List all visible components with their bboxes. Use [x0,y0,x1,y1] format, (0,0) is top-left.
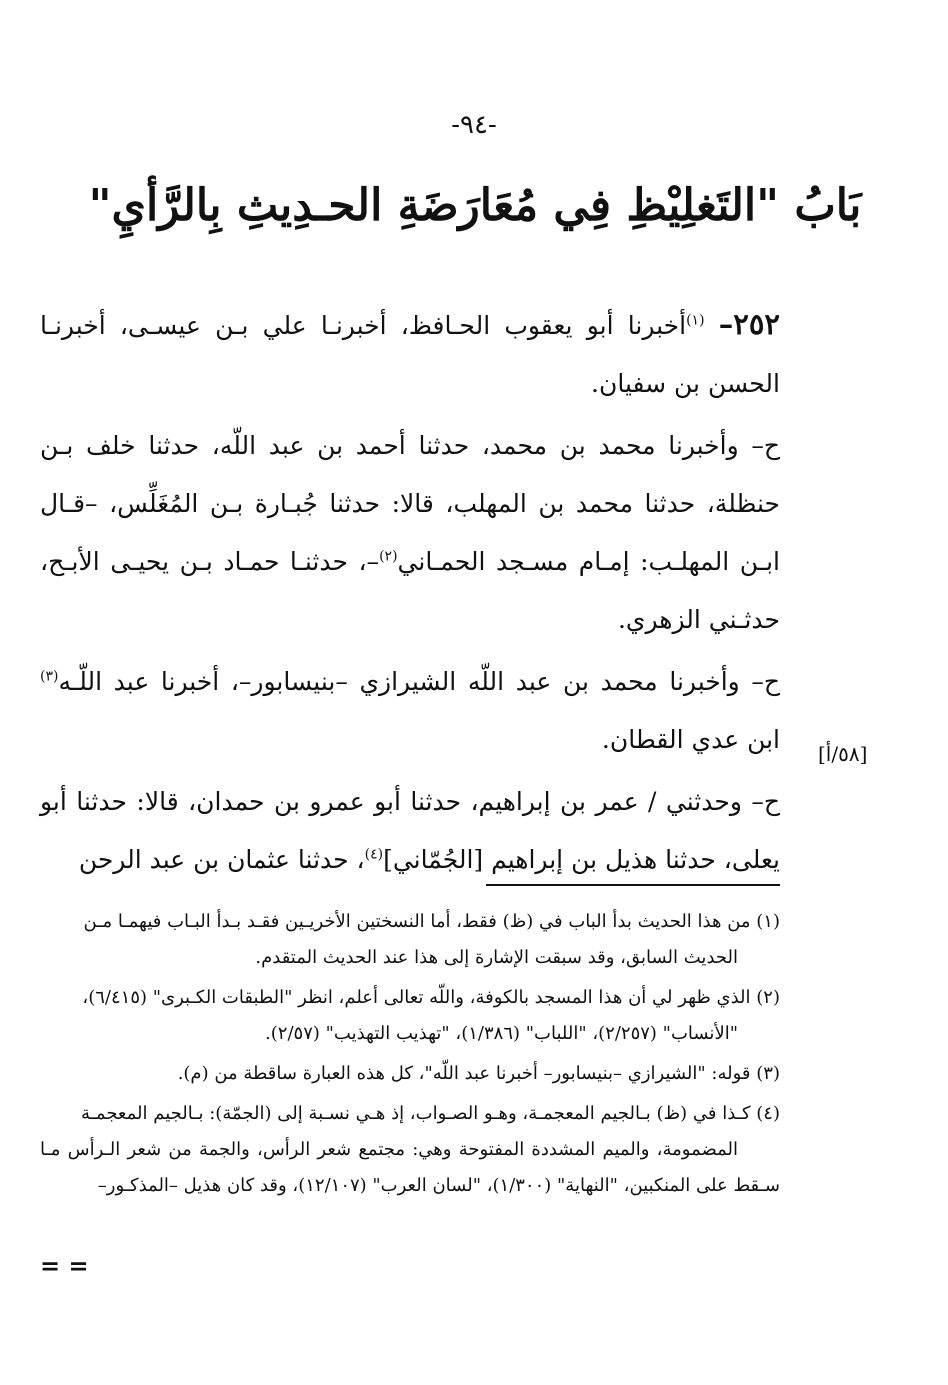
hadith-number: ٢٥٢– [718,307,780,341]
footnote-marker: (٤) [756,1103,780,1124]
isnad-text: ، حدثنا عثمان بن عبد الرحن [78,845,365,874]
hadith-paragraph [40,295,780,413]
footnote-marker: (٣) [756,1063,780,1084]
footnotes [40,904,780,1208]
footnote [40,1056,780,1092]
manuscript-folio-marker: [٥٨/أ] [818,742,868,766]
footnote-text: المضمومة، والميم المشددة المفتوحة وهي: مجتمع شعر الرأس، والجمة من شعر الـرأس مـا سـقط على المنكبين، "النهاية" (١/٣٠٠)، "لسان العرب" (١٢/١٠٧)، وقد كان هذيل –المذكـور– [40,1139,780,1196]
footnote [40,980,780,1052]
isnad-text: ح– وأخبرنا محمد بن محمد، حدثنا أحمد بن عبد اللّه، حدثنا خلف بـن حنظلة، حدثنا محمد بن المهلب، قالا: حدثنا جُبـارة بـن المُغَلِّس، –قـال ابـن المهلـب: إمـام مسـجد الحمـاني [40,431,780,576]
isnad-text: ابن عدي القطان. [601,725,780,754]
isnad-text: –، حدثنـا حمـاد بـن يحيـى الأبـح، حدثـني الزهري. [40,547,780,634]
footnote-text: الحديث السابق، وقد سبقت الإشارة إلى هذا عند الحديث المتقدم. [255,947,738,968]
isnad-text: ح– وحدثني / عمر بن إبراهيم، حدثنا أبو عمرو بن حمدان، قالا: حدثنا أبو يعلى، حدثنا هذيل بن إبراهيم [الجُمّاني] [40,787,780,874]
page-number: -٩٤- [451,110,497,140]
isnad-text: أخبرنا أبو يعقوب الحـافظ، أخبرنـا علي بـن عيسـى، أخبرنـا الحسن بن سفيان. [40,311,780,398]
continuation-mark: = = [40,1251,89,1280]
footnote [40,904,780,976]
footnote-text: من هذا الحديث بدأ الباب في (ظ) فقط، أما النسختين الأخريـين فقـد بـدأ البـاب فيهمـا مـن [83,911,751,932]
footnote-marker: (٢) [756,987,780,1008]
footnote-ref: (٣) [40,668,59,685]
isnad-paragraph [40,417,780,649]
footnote-ref: (١) [686,312,705,329]
footnote-ref: (٢) [379,548,398,565]
main-text [40,295,780,893]
isnad-paragraph [40,773,780,889]
chapter-title: بَابُ "التَغلِيْظِ فِي مُعَارَضَةِ الحـدِيثِ بِالرَّأيِ" [88,180,862,231]
footnote-text: "الأنساب" (٢/٢٥٧)، "اللباب" (١/٣٨٦)، "تهذيب التهذيب" (٢/٥٧). [265,1023,738,1044]
footnote-marker: (١) [756,911,780,932]
footnote [40,1096,780,1204]
footnote-text: الذي ظهر لي أن هذا المسجد بالكوفة، واللّه تعالى أعلم، انظر "الطبقات الكـبرى" (٦/٤١٥)، [82,987,751,1008]
isnad-paragraph [40,653,780,769]
footnote-ref: (٤) [364,846,384,863]
footnote-text: كـذا في (ظ) بـالجيم المعجمـة، وهـو الصـواب، إذ هـي نسـبة إلى (الجمّة): بـالجيم المعجمـة [80,1103,751,1124]
isnad-text: ح– وأخبرنا محمد بن عبد اللّه الشيرازي –بنيسابور–، أخبرنا عبد اللّـه [58,667,780,696]
footnote-separator [486,884,780,886]
footnote-text: قوله: "الشيرازي –بنيسابور– أخبرنا عبد اللّه"، كل هذه العبارة ساقطة من (م). [177,1063,751,1084]
